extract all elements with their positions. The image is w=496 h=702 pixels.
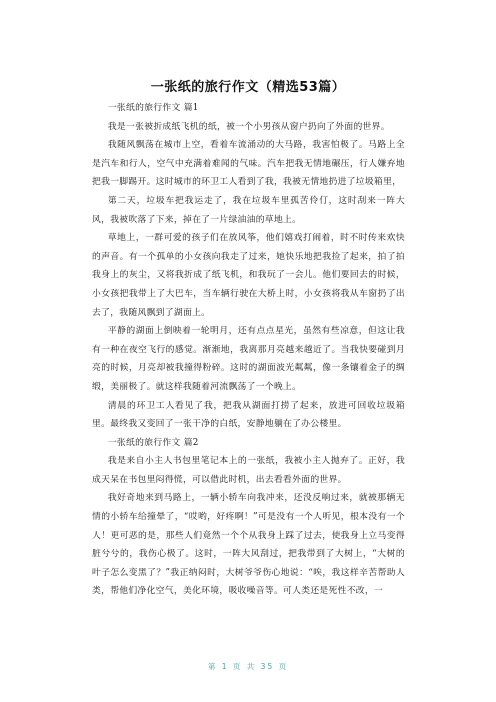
paragraph: 清晨的环卫工人看见了我，把我从湖面打捞了起来，放进可回收垃圾箱里。最终我又变回了一张干净的白纸，安静地躺在了办公楼里。	[92, 400, 405, 430]
page-footer: 第 1 页 共 35 页	[207, 662, 289, 671]
paragraph: 草地上，一群可爱的孩子们在放风筝，他们嬉戏打闹着，时不时传来欢快的声音。有一个孤单的小女孩向我走了过来，她快乐地把我捡了起来，拍了拍我身上的灰尘，又将我折成了纸飞机，和我玩了一会儿。他们要回去的时候，小女孩把我带上了大巴车，当车辆行驶在大桥上时，小女孩将我从车窗扔了出去了，我随风飘到了湖面上。	[92, 233, 405, 318]
paragraph: 我好奇地来到马路上，一辆小轿车向我冲来，还没反响过来，就被那辆无情的小轿车给撞晕了，“哎哟，好疼啊！”可是没有一个人听见，根本没有一个人！更可恶的是，那些人们竟然一个个从我身上踩了过去，使我身上立马变得脏兮兮的，我伤心极了。这时，一阵大风刮过，把我带到了大树上，“大树的叶子怎么变黑了？”我正纳闷时，大树爷爷伤心地说：“唉，我这样辛苦帮助人类，帮他们净化空气，美化环境，吸收噪音等。可人类还是死性不改，一	[92, 493, 405, 597]
paragraph: 我是来自小主人书包里笔记本上的一张纸，我被小主人抛弃了。正好，我成天呆在书包里闷得慌，可以借此时机，出去看看外面的世界。	[92, 456, 405, 485]
section-heading: 一张纸的旅行作文 篇2	[107, 437, 199, 448]
document-title: 一张纸的旅行作文（精选53篇）	[150, 80, 346, 95]
paragraph: 第二天，垃圾车把我运走了，我在垃圾车里孤苦伶仃，这时刮来一阵大风，我被吹落了下来，掉在了一片绿油油的草地上。	[92, 195, 405, 225]
paragraph: 我是一张被折成纸飞机的纸，被一个小男孩从窗户扔向了外面的世界。	[107, 121, 390, 132]
section-heading: 一张纸的旅行作文 篇1	[107, 103, 199, 113]
document-body	[92, 99, 405, 601]
paragraph: 我随风飘荡在城市上空，看着车流涌动的大马路，我害怕极了。马路上全是汽车和行人，空气中充满着难闻的气味。汽车把我无情地碾压，行人嫌弃地把我一脚踢开。这时城市的环卫工人看到了我，我被无情地扔进了垃圾箱里，	[92, 140, 405, 188]
paragraph: 平静的湖面上倒映着一轮明月，还有点点星光，虽然有些凉意，但这让我有一种在夜空飞行的感觉。渐渐地，我离那月亮越来越近了。当我快要碰到月亮的时候，月亮却被我撞得粉碎。这时的湖面波光粼粼，像一条镶着金子的绸缎，美丽极了。就这样我随着河流飘荡了一个晚上。	[92, 326, 405, 392]
